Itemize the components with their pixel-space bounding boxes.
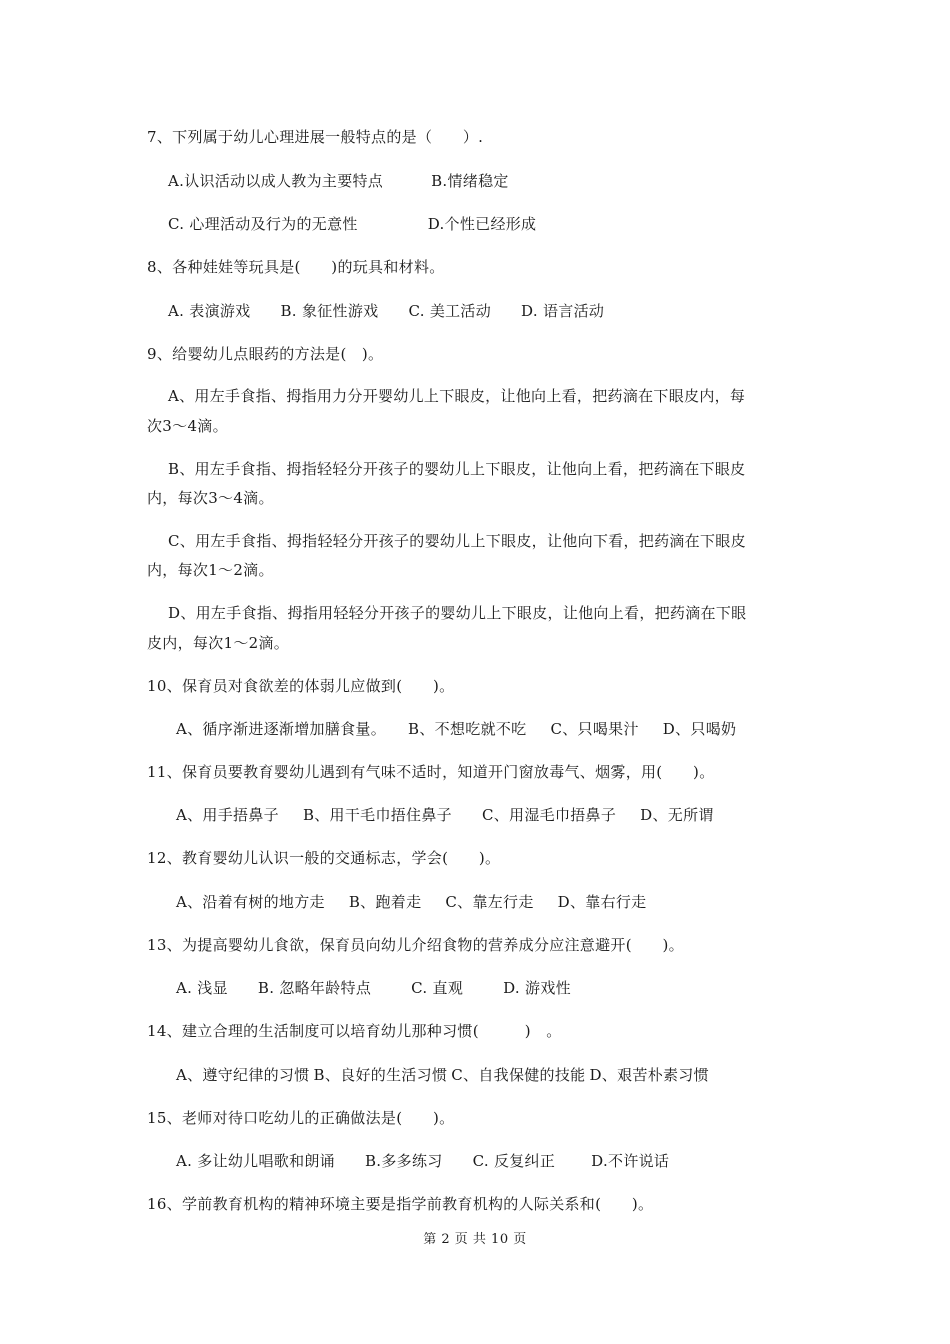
question-8-option-a: A. 表演游戏 bbox=[168, 302, 251, 320]
question-15-option-b: B.多多练习 bbox=[364, 1152, 443, 1170]
question-9-option-b-line-2: 内，每次3～4滴。 bbox=[147, 489, 274, 507]
question-8-option-d: D. 语言活动 bbox=[521, 302, 605, 320]
question-11-option-b: B、用干毛巾捂住鼻子 bbox=[302, 806, 452, 824]
question-15-options bbox=[176, 1151, 669, 1171]
question-16-stem: 16、学前教育机构的精神环境主要是指学前教育机构的人际关系和( )。 bbox=[147, 1195, 654, 1213]
question-9-option-d-line-2: 皮内，每次1～2滴。 bbox=[147, 634, 290, 652]
question-8-stem: 8、各种娃娃等玩具是( )的玩具和材料。 bbox=[147, 258, 445, 276]
question-10-option-a: A、循序渐进逐渐增加膳食量。 bbox=[176, 720, 387, 738]
question-9-option-a-line-1: A、用左手食指、拇指用力分开婴幼儿上下眼皮，让他向上看，把药滴在下眼皮内，每 bbox=[168, 387, 746, 405]
question-11-option-c: C、用湿毛巾捂鼻子 bbox=[481, 806, 617, 824]
question-12-option-d: D、靠右行走 bbox=[557, 893, 647, 911]
question-8-options bbox=[168, 301, 604, 321]
question-8-option-b: B. 象征性游戏 bbox=[280, 302, 379, 320]
question-7-option-b: B.情绪稳定 bbox=[431, 172, 509, 190]
question-8-option-c: C. 美工活动 bbox=[408, 302, 492, 320]
question-15-option-c: C. 反复纠正 bbox=[472, 1152, 556, 1170]
question-9-option-b-line-1: B、用左手食指、拇指轻轻分开孩子的婴幼儿上下眼皮，让他向上看，把药滴在下眼皮 bbox=[168, 460, 746, 478]
question-12-option-c: C、靠左行走 bbox=[445, 893, 534, 911]
question-11-options bbox=[176, 805, 714, 825]
question-11-stem: 11、保育员要教育婴幼儿遇到有气味不适时，知道开门窗放毒气、烟雾，用( )。 bbox=[147, 763, 715, 781]
question-13-option-a: A. 浅显 bbox=[176, 979, 228, 997]
question-9-option-c-line-1: C、用左手食指、拇指轻轻分开孩子的婴幼儿上下眼皮，让他向下看，把药滴在下眼皮 bbox=[168, 532, 746, 550]
question-14-stem: 14、建立合理的生活制度可以培育幼儿那种习惯( ) 。 bbox=[147, 1022, 562, 1040]
question-12-stem: 12、教育婴幼儿认识一般的交通标志，学会( )。 bbox=[147, 849, 501, 867]
question-14-options bbox=[176, 1065, 709, 1085]
question-13-option-d: D. 游戏性 bbox=[503, 979, 571, 997]
question-13-stem: 13、为提高婴幼儿食欲，保育员向幼儿介绍食物的营养成分应注意避开( )。 bbox=[147, 936, 684, 954]
question-14-option-b: B、良好的生活习惯 bbox=[313, 1066, 448, 1084]
question-12-option-a: A、沿着有树的地方走 bbox=[176, 893, 325, 911]
question-7-option-d: D.个性已经形成 bbox=[427, 215, 537, 233]
question-9-option-a-line-2: 次3～4滴。 bbox=[147, 417, 228, 435]
question-9-stem: 9、给婴幼儿点眼药的方法是( )。 bbox=[147, 345, 384, 363]
question-7-stem: 7、下列属于幼儿心理进展一般特点的是（ ）. bbox=[147, 128, 484, 146]
question-13-option-c: C. 直观 bbox=[411, 979, 464, 997]
question-10-options bbox=[176, 719, 736, 739]
question-7-option-c: C. 心理活动及行为的无意性 bbox=[168, 215, 358, 233]
question-10-option-b: B、不想吃就不吃 bbox=[408, 720, 527, 738]
question-14-option-a: A、遵守纪律的习惯 bbox=[176, 1066, 310, 1084]
question-11-option-d: D、无所谓 bbox=[640, 806, 714, 824]
page-footer: 第 2 页 共 10 页 bbox=[423, 1232, 527, 1247]
question-13-options bbox=[176, 978, 571, 998]
question-15-option-d: D.不许说话 bbox=[591, 1152, 670, 1170]
question-13-option-b: B. 忽略年龄特点 bbox=[257, 979, 372, 997]
question-11-option-a: A、用手捂鼻子 bbox=[176, 806, 279, 824]
question-12-options bbox=[176, 892, 646, 912]
question-10-option-c: C、只喝果汁 bbox=[550, 720, 639, 738]
question-9-option-c-line-2: 内，每次1～2滴。 bbox=[147, 561, 274, 579]
question-7-options-row-1 bbox=[168, 171, 509, 191]
question-14-option-d: D、艰苦朴素习惯 bbox=[589, 1066, 709, 1084]
question-12-option-b: B、跑着走 bbox=[348, 893, 422, 911]
question-10-stem: 10、保育员对食欲差的体弱儿应做到( )。 bbox=[147, 677, 455, 695]
question-15-stem: 15、老师对待口吃幼儿的正确做法是( )。 bbox=[147, 1109, 455, 1127]
question-14-option-c: C、自我保健的技能 bbox=[451, 1066, 586, 1084]
question-10-option-d: D、只喝奶 bbox=[662, 720, 737, 738]
question-15-option-a: A. 多让幼儿唱歌和朗诵 bbox=[176, 1152, 335, 1170]
question-7-options-row-2 bbox=[168, 214, 536, 234]
question-7-option-a: A.认识活动以成人教为主要特点 bbox=[168, 172, 384, 190]
question-9-option-d-line-1: D、用左手食指、拇指用轻轻分开孩子的婴幼儿上下眼皮，让他向上看，把药滴在下眼 bbox=[168, 604, 747, 622]
